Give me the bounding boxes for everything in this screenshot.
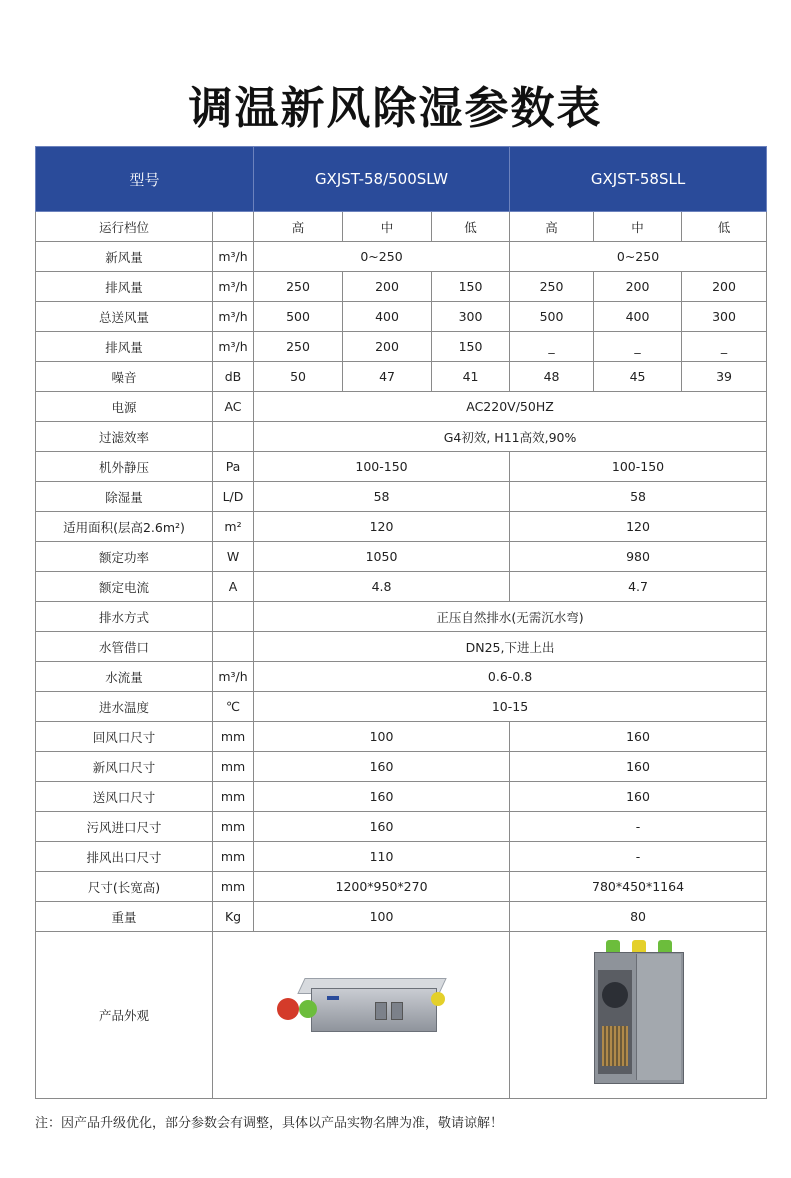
cell: AC220V/50HZ bbox=[254, 392, 767, 422]
row-unit: mm bbox=[213, 782, 254, 812]
cell: 400 bbox=[594, 302, 682, 332]
cell: 0.6-0.8 bbox=[254, 662, 767, 692]
row-unit: Pa bbox=[213, 452, 254, 482]
table-row bbox=[36, 332, 767, 362]
table-row bbox=[36, 542, 767, 572]
cell: 39 bbox=[682, 362, 767, 392]
cell: 中 bbox=[594, 212, 682, 242]
table-row bbox=[36, 392, 767, 422]
row-label: 噪音 bbox=[36, 362, 213, 392]
row-label: 电源 bbox=[36, 392, 213, 422]
row-unit: mm bbox=[213, 812, 254, 842]
cell: 980 bbox=[510, 542, 767, 572]
row-unit bbox=[213, 602, 254, 632]
cell: 0~250 bbox=[254, 242, 510, 272]
table-row bbox=[36, 902, 767, 932]
table-row bbox=[36, 242, 767, 272]
yellow-duct-cap bbox=[632, 940, 646, 952]
table-row bbox=[36, 302, 767, 332]
row-label: 污风进口尺寸 bbox=[36, 812, 213, 842]
row-unit: mm bbox=[213, 872, 254, 902]
row-unit: mm bbox=[213, 722, 254, 752]
green-duct-cap bbox=[658, 940, 672, 952]
cell: 58 bbox=[510, 482, 767, 512]
cell: 400 bbox=[343, 302, 432, 332]
row-unit: m³/h bbox=[213, 272, 254, 302]
row-label: 额定功率 bbox=[36, 542, 213, 572]
brand-label bbox=[327, 996, 339, 1000]
row-unit bbox=[213, 632, 254, 662]
cell: 200 bbox=[343, 272, 432, 302]
row-label: 总送风量 bbox=[36, 302, 213, 332]
table-row bbox=[36, 482, 767, 512]
cell: 58 bbox=[254, 482, 510, 512]
table-row bbox=[36, 422, 767, 452]
cell: - bbox=[510, 812, 767, 842]
cell: 160 bbox=[254, 812, 510, 842]
row-label: 适用面积(层高2.6m²) bbox=[36, 512, 213, 542]
cell: 1200*950*270 bbox=[254, 872, 510, 902]
table-row bbox=[36, 362, 767, 392]
table-row bbox=[36, 722, 767, 752]
product-b-image-cell bbox=[510, 932, 767, 1099]
row-label: 排风量 bbox=[36, 272, 213, 302]
cell: 正压自然排水(无需沉水弯) bbox=[254, 602, 767, 632]
cell: 80 bbox=[510, 902, 767, 932]
cell: 200 bbox=[682, 272, 767, 302]
cell: 低 bbox=[682, 212, 767, 242]
product-a-image-cell bbox=[213, 932, 510, 1099]
row-unit: m³/h bbox=[213, 662, 254, 692]
model-label: 型号 bbox=[36, 147, 254, 212]
cell: 45 bbox=[594, 362, 682, 392]
cell: 4.7 bbox=[510, 572, 767, 602]
table-row bbox=[36, 632, 767, 662]
cell: G4初效, H11高效,90% bbox=[254, 422, 767, 452]
cell: 200 bbox=[343, 332, 432, 362]
cell: 300 bbox=[432, 302, 510, 332]
row-label: 水流量 bbox=[36, 662, 213, 692]
row-label: 机外静压 bbox=[36, 452, 213, 482]
cell: 160 bbox=[510, 782, 767, 812]
table-row bbox=[36, 932, 767, 1099]
row-label: 排风量 bbox=[36, 332, 213, 362]
compressor bbox=[602, 982, 628, 1008]
cell: 0~250 bbox=[510, 242, 767, 272]
spec-table bbox=[35, 146, 767, 1099]
row-label: 进水温度 bbox=[36, 692, 213, 722]
cell: _ bbox=[510, 332, 594, 362]
row-label: 产品外观 bbox=[36, 932, 213, 1099]
row-unit: W bbox=[213, 542, 254, 572]
table-row bbox=[36, 812, 767, 842]
cell: 250 bbox=[254, 332, 343, 362]
row-label: 新风口尺寸 bbox=[36, 752, 213, 782]
cell: 高 bbox=[254, 212, 343, 242]
cell: 4.8 bbox=[254, 572, 510, 602]
cell: DN25,下进上出 bbox=[254, 632, 767, 662]
table-row bbox=[36, 662, 767, 692]
row-label: 过滤效率 bbox=[36, 422, 213, 452]
row-label: 重量 bbox=[36, 902, 213, 932]
cell: _ bbox=[682, 332, 767, 362]
row-unit: mm bbox=[213, 752, 254, 782]
table-row bbox=[36, 872, 767, 902]
cell: 41 bbox=[432, 362, 510, 392]
cell: 100 bbox=[254, 722, 510, 752]
table-row bbox=[36, 692, 767, 722]
page-title: 调温新风除湿参数表 bbox=[188, 83, 603, 134]
cell: _ bbox=[594, 332, 682, 362]
row-label: 运行档位 bbox=[36, 212, 213, 242]
cell: 高 bbox=[510, 212, 594, 242]
cell: 150 bbox=[432, 332, 510, 362]
cell: 100 bbox=[254, 902, 510, 932]
cell: 120 bbox=[510, 512, 767, 542]
row-label: 回风口尺寸 bbox=[36, 722, 213, 752]
cell: 780*450*1164 bbox=[510, 872, 767, 902]
cell: 110 bbox=[254, 842, 510, 872]
cell: 250 bbox=[510, 272, 594, 302]
cell: 中 bbox=[343, 212, 432, 242]
cell: 150 bbox=[432, 272, 510, 302]
row-label: 额定电流 bbox=[36, 572, 213, 602]
cell: 50 bbox=[254, 362, 343, 392]
row-unit: m³/h bbox=[213, 332, 254, 362]
table-row bbox=[36, 782, 767, 812]
green-duct-cap bbox=[606, 940, 620, 952]
row-label: 排水方式 bbox=[36, 602, 213, 632]
cell: 160 bbox=[254, 782, 510, 812]
row-unit: AC bbox=[213, 392, 254, 422]
cell: 10-15 bbox=[254, 692, 767, 722]
row-unit: m² bbox=[213, 512, 254, 542]
table-row bbox=[36, 212, 767, 242]
model-a-name: GXJST-58/500SLW bbox=[254, 147, 510, 212]
row-unit: Kg bbox=[213, 902, 254, 932]
model-b-name: GXJST-58SLL bbox=[510, 147, 767, 212]
row-label: 尺寸(长宽高) bbox=[36, 872, 213, 902]
cell: 100-150 bbox=[254, 452, 510, 482]
table-row bbox=[36, 452, 767, 482]
row-unit: A bbox=[213, 572, 254, 602]
coil bbox=[602, 1026, 628, 1066]
table-row bbox=[36, 272, 767, 302]
row-unit: ℃ bbox=[213, 692, 254, 722]
row-unit: m³/h bbox=[213, 302, 254, 332]
row-unit: L/D bbox=[213, 482, 254, 512]
unit-body bbox=[311, 988, 437, 1032]
yellow-duct-port bbox=[431, 992, 445, 1006]
table-header-row bbox=[36, 147, 767, 212]
cell: 100-150 bbox=[510, 452, 767, 482]
row-label: 送风口尺寸 bbox=[36, 782, 213, 812]
cell: 500 bbox=[510, 302, 594, 332]
row-label: 除湿量 bbox=[36, 482, 213, 512]
cell: 低 bbox=[432, 212, 510, 242]
row-label: 水管借口 bbox=[36, 632, 213, 662]
cell: 1050 bbox=[254, 542, 510, 572]
cell: 160 bbox=[510, 722, 767, 752]
red-duct-port bbox=[277, 998, 299, 1020]
cell: 160 bbox=[510, 752, 767, 782]
cell: 250 bbox=[254, 272, 343, 302]
table-row bbox=[36, 752, 767, 782]
vent-panel bbox=[375, 1002, 387, 1020]
cabinet-door bbox=[636, 954, 681, 1080]
row-unit bbox=[213, 422, 254, 452]
cell: 160 bbox=[254, 752, 510, 782]
footnote: 注：因产品升级优化，部分参数会有调整，具体以产品实物名牌为准，敬请谅解！ bbox=[35, 1116, 504, 1131]
cell: 200 bbox=[594, 272, 682, 302]
product-b-image bbox=[588, 940, 688, 1090]
cell: 47 bbox=[343, 362, 432, 392]
cell: 500 bbox=[254, 302, 343, 332]
row-unit: dB bbox=[213, 362, 254, 392]
row-unit: mm bbox=[213, 842, 254, 872]
row-unit bbox=[213, 212, 254, 242]
row-label: 新风量 bbox=[36, 242, 213, 272]
cell: 120 bbox=[254, 512, 510, 542]
table-row bbox=[36, 602, 767, 632]
row-unit: m³/h bbox=[213, 242, 254, 272]
cell: - bbox=[510, 842, 767, 872]
table-row bbox=[36, 842, 767, 872]
table-row bbox=[36, 572, 767, 602]
cell: 48 bbox=[510, 362, 594, 392]
row-label: 排风出口尺寸 bbox=[36, 842, 213, 872]
green-duct-port bbox=[299, 1000, 317, 1018]
vent-panel bbox=[391, 1002, 403, 1020]
table-row bbox=[36, 512, 767, 542]
product-a-image bbox=[271, 970, 451, 1060]
cell: 300 bbox=[682, 302, 767, 332]
